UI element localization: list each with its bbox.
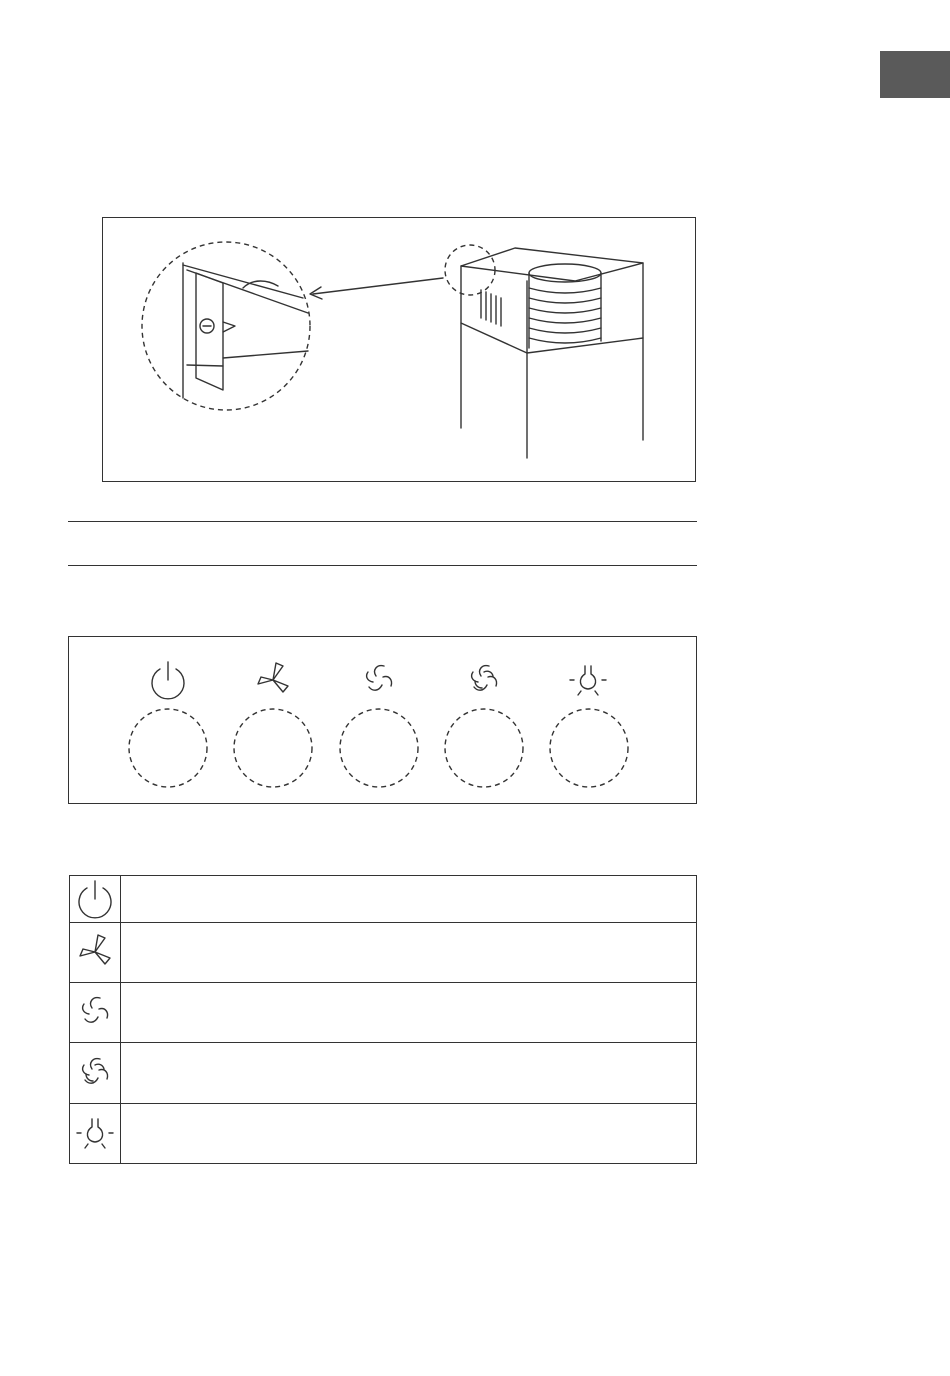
hood-chimney-drawing	[461, 248, 643, 458]
legend-desc-power	[121, 876, 697, 923]
legend-row-light	[70, 1104, 697, 1164]
power-button-zone[interactable]	[129, 709, 207, 787]
fan-icon	[258, 663, 288, 692]
legend-row-fan-speed-2	[70, 983, 697, 1043]
power-icon	[152, 662, 184, 699]
fan-speed-3-icon	[70, 1043, 120, 1103]
fan-button-zone[interactable]	[234, 709, 312, 787]
legend-row-power	[70, 876, 697, 923]
power-icon	[70, 876, 120, 922]
fan-icon	[70, 923, 120, 982]
light-icon	[570, 666, 606, 695]
detail-arrow	[313, 278, 443, 294]
fan-speed-2-icon	[367, 666, 392, 691]
detail-zoom-circle	[142, 242, 310, 410]
legend-desc-fan-speed-3	[121, 1043, 697, 1104]
fan-speed-2-button-zone[interactable]	[340, 709, 418, 787]
fan-speed-2-icon	[70, 983, 120, 1042]
control-panel-svg	[69, 637, 698, 805]
legend-desc-light	[121, 1104, 697, 1164]
installation-figure	[102, 217, 696, 482]
section-rule-bottom	[68, 565, 697, 566]
control-panel-diagram	[68, 636, 697, 804]
fan-speed-3-icon	[472, 666, 497, 691]
light-icon	[70, 1104, 120, 1163]
legend-desc-fan-speed-2	[121, 983, 697, 1043]
hood-chimney-illustration	[103, 218, 697, 483]
section-rule-top	[68, 521, 697, 522]
legend-row-fan	[70, 923, 697, 983]
screw-detail-drawing	[183, 263, 308, 398]
light-button-zone[interactable]	[550, 709, 628, 787]
fan-speed-3-button-zone[interactable]	[445, 709, 523, 787]
control-legend-table	[69, 875, 697, 1164]
legend-desc-fan	[121, 923, 697, 983]
legend-row-fan-speed-3	[70, 1043, 697, 1104]
language-tab	[880, 51, 950, 98]
